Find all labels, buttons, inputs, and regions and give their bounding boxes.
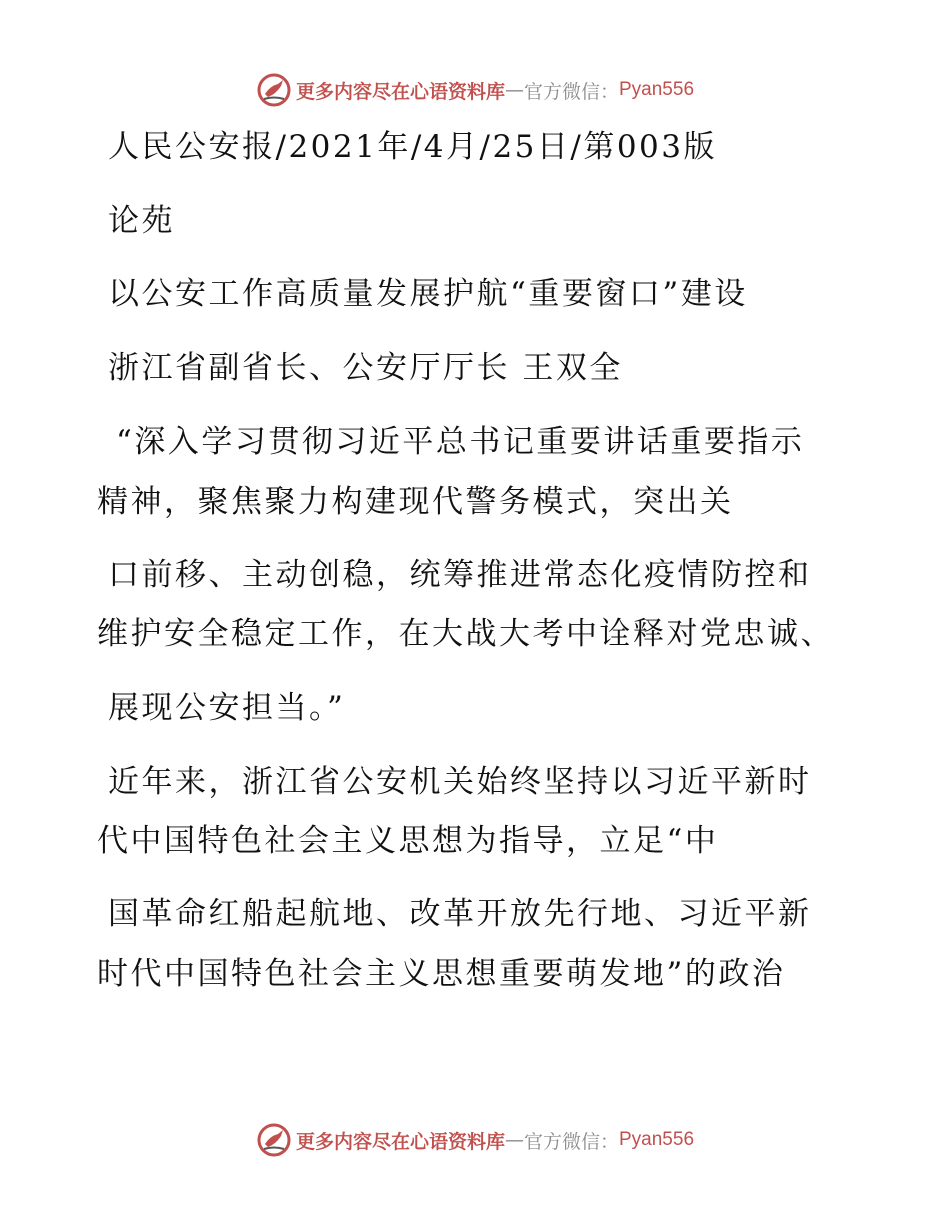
watermark-separator: — (504, 79, 524, 101)
watermark-label: 官方微信： (523, 1130, 619, 1153)
body-line: 代中国特色社会主义思想为指导，立足“中 (97, 823, 719, 859)
body-line: 展现公安担当。” (108, 690, 346, 726)
body-line: 近年来，浙江省公安机关始终坚持以习近平新时 (108, 764, 812, 800)
watermark-main-text: 更多内容尽在心语资料库 (295, 80, 505, 103)
body-line: 精神，聚焦聚力构建现代警务模式，突出关 (97, 484, 734, 520)
watermark-main-text: 更多内容尽在心语资料库 (295, 1130, 505, 1153)
author-line: 浙江省副省长、公安厅厅长 王双全 (108, 350, 623, 386)
book-pen-logo-icon (256, 72, 292, 108)
body-line: “深入学习贯彻习近平总书记重要讲话重要指示 (116, 424, 805, 460)
source-line: 人民公安报/2021年/4月/25日/第003版 (108, 129, 718, 165)
watermark-label: 官方微信： (523, 80, 619, 103)
watermark-footer (0, 1120, 950, 1160)
watermark-header (0, 70, 950, 110)
watermark-separator: — (504, 1129, 524, 1151)
body-line: 时代中国特色社会主义思想重要萌发地”的政治 (97, 956, 786, 992)
watermark-wechat-id: Pyan556 (619, 79, 695, 100)
body-line: 国革命红船起航地、改革开放先行地、习近平新 (108, 896, 812, 932)
body-line: 维护安全稳定工作，在大战大考中诠释对党忠诚、 (97, 616, 834, 652)
article-title: 以公安工作高质量发展护航“重要窗口”建设 (108, 276, 748, 312)
column-name: 论苑 (108, 203, 175, 239)
watermark-wechat-id: Pyan556 (619, 1129, 695, 1150)
body-line: 口前移、主动创稳，统筹推进常态化疫情防控和 (108, 557, 812, 593)
book-pen-logo-icon (256, 1122, 292, 1158)
